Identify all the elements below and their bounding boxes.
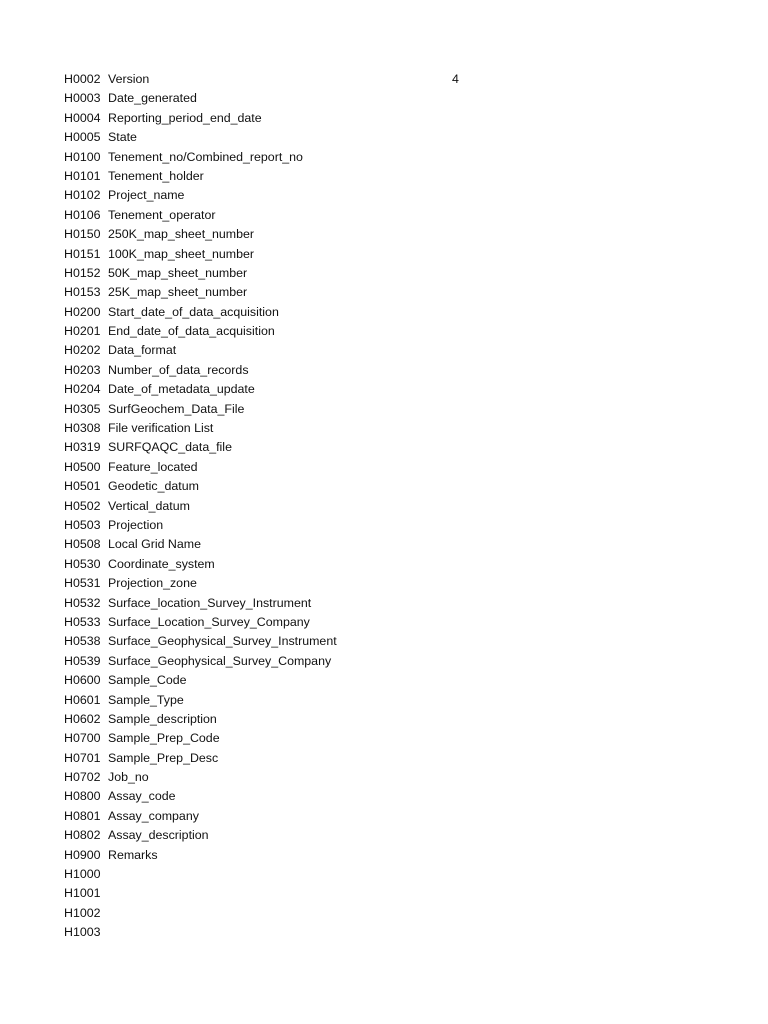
row-field-name: Data_format — [108, 343, 177, 358]
row-code: H0702 — [64, 770, 101, 785]
table-row — [64, 535, 704, 554]
row-field-name: Project_name — [108, 188, 185, 203]
row-field-name: Local Grid Name — [108, 537, 201, 552]
table-row — [64, 691, 704, 710]
table-row — [64, 380, 704, 399]
row-field-name: 50K_map_sheet_number — [108, 265, 248, 280]
table-row — [64, 458, 704, 477]
table-row — [64, 826, 704, 845]
table-row — [64, 613, 704, 632]
table-row — [64, 264, 704, 283]
row-field-name: Tenement_operator — [108, 207, 216, 222]
table-row — [64, 807, 704, 826]
table-row — [64, 787, 704, 806]
row-field-name: Date_of_metadata_update — [108, 382, 255, 397]
row-code: H0801 — [64, 808, 101, 823]
row-field-name: Tenement_holder — [108, 168, 204, 183]
row-field-name: Sample_Type — [108, 692, 184, 707]
table-row — [64, 710, 704, 729]
row-code: H0202 — [64, 343, 101, 358]
table-row — [64, 148, 704, 167]
row-field-name: Assay_code — [108, 789, 176, 804]
row-field-name: State — [108, 130, 137, 145]
row-field-name: Sample_description — [108, 711, 217, 726]
table-row — [64, 400, 704, 419]
row-field-name: 250K_map_sheet_number — [108, 227, 255, 242]
row-code: H0150 — [64, 227, 101, 242]
row-code: H0308 — [64, 421, 101, 436]
row-code: H0601 — [64, 692, 101, 707]
table-row — [64, 729, 704, 748]
row-code: H0005 — [64, 130, 101, 145]
row-code: H0508 — [64, 537, 101, 552]
table-row — [64, 341, 704, 360]
table-row — [64, 884, 704, 903]
table-row — [64, 89, 704, 108]
row-field-name: Projection_zone — [108, 576, 197, 591]
row-field-name: 100K_map_sheet_number — [108, 246, 255, 261]
row-code: H0900 — [64, 847, 101, 862]
row-field-name: Geodetic_datum — [108, 479, 199, 494]
row-code: H0530 — [64, 556, 101, 571]
table-row — [64, 438, 704, 457]
row-code: H0538 — [64, 634, 101, 649]
row-code: H0532 — [64, 595, 101, 610]
table-row — [64, 283, 704, 302]
row-value: 4 — [452, 72, 459, 86]
row-code: H0152 — [64, 265, 101, 280]
row-code: H0319 — [64, 440, 101, 455]
row-field-name: SurfGeochem_Data_File — [108, 401, 245, 416]
table-row — [64, 477, 704, 496]
row-field-name: Sample_Prep_Desc — [108, 750, 219, 765]
row-field-name: Remarks — [108, 847, 158, 862]
row-code: H0003 — [64, 91, 101, 106]
row-code: H0802 — [64, 828, 101, 843]
table-row — [64, 574, 704, 593]
row-code: H0106 — [64, 207, 101, 222]
table-row — [64, 749, 704, 768]
row-field-name: Date_generated — [108, 91, 197, 106]
row-field-name: Reporting_period_end_date — [108, 110, 262, 125]
metadata-header-sheet — [64, 70, 704, 943]
table-row — [64, 768, 704, 787]
row-code: H0204 — [64, 382, 101, 397]
table-row — [64, 322, 704, 341]
row-code: H0305 — [64, 401, 101, 416]
row-field-name: Assay_description — [108, 828, 209, 843]
row-code: H0502 — [64, 498, 101, 513]
row-field-name: Surface_Geophysical_Survey_Instrument — [108, 634, 337, 649]
table-row — [64, 594, 704, 613]
row-code: H0153 — [64, 285, 101, 300]
row-code: H1003 — [64, 925, 101, 940]
row-code: H0800 — [64, 789, 101, 804]
row-field-name: Coordinate_system — [108, 556, 215, 571]
row-field-name: Surface_Geophysical_Survey_Company — [108, 653, 332, 668]
table-row — [64, 303, 704, 322]
row-code: H0500 — [64, 459, 101, 474]
table-row — [64, 865, 704, 884]
row-field-name: Vertical_datum — [108, 498, 190, 513]
table-row — [64, 167, 704, 186]
table-row — [64, 186, 704, 205]
row-code: H0102 — [64, 188, 101, 203]
row-code: H1001 — [64, 886, 101, 901]
table-row — [64, 516, 704, 535]
row-field-name: Sample_Code — [108, 673, 187, 688]
row-code: H0004 — [64, 110, 101, 125]
table-row — [64, 652, 704, 671]
row-code: H0101 — [64, 168, 101, 183]
row-code: H0201 — [64, 324, 101, 339]
row-code: H0700 — [64, 731, 101, 746]
table-row — [64, 225, 704, 244]
row-field-name: Number_of_data_records — [108, 362, 249, 377]
row-code: H1002 — [64, 905, 101, 920]
row-field-name: Start_date_of_data_acquisition — [108, 304, 279, 319]
row-field-name: Projection — [108, 517, 164, 532]
row-field-name: Assay_company — [108, 808, 199, 823]
table-row — [64, 128, 704, 147]
row-code: H0002 — [64, 72, 101, 86]
table-row — [64, 70, 704, 89]
row-code: H0531 — [64, 576, 101, 591]
table-row — [64, 923, 704, 942]
table-row — [64, 555, 704, 574]
row-field-name: Feature_located — [108, 459, 198, 474]
row-code: H1000 — [64, 867, 101, 882]
row-code: H0503 — [64, 517, 101, 532]
row-code: H0151 — [64, 246, 101, 261]
row-code: H0533 — [64, 614, 101, 629]
row-code: H0701 — [64, 750, 101, 765]
table-row — [64, 632, 704, 651]
row-field-name: Job_no — [108, 770, 149, 785]
row-field-name: 25K_map_sheet_number — [108, 285, 248, 300]
table-row — [64, 245, 704, 264]
row-code: H0100 — [64, 149, 101, 164]
row-field-name: Version — [108, 72, 150, 86]
row-code: H0602 — [64, 711, 101, 726]
row-field-name: Tenement_no/Combined_report_no — [108, 149, 303, 164]
table-row — [64, 846, 704, 865]
table-row — [64, 419, 704, 438]
row-field-name: Surface_Location_Survey_Company — [108, 614, 310, 629]
row-code: H0600 — [64, 673, 101, 688]
row-code: H0203 — [64, 362, 101, 377]
row-code: H0539 — [64, 653, 101, 668]
row-field-name: End_date_of_data_acquisition — [108, 324, 275, 339]
table-row — [64, 109, 704, 128]
table-row — [64, 904, 704, 923]
table-row — [64, 206, 704, 225]
row-code: H0501 — [64, 479, 101, 494]
row-code: H0200 — [64, 304, 101, 319]
row-field-name: Sample_Prep_Code — [108, 731, 220, 746]
table-row — [64, 497, 704, 516]
row-field-name: Surface_location_Survey_Instrument — [108, 595, 312, 610]
table-row — [64, 361, 704, 380]
row-field-name: File verification List — [108, 421, 214, 436]
table-row — [64, 671, 704, 690]
row-field-name: SURFQAQC_data_file — [108, 440, 232, 455]
